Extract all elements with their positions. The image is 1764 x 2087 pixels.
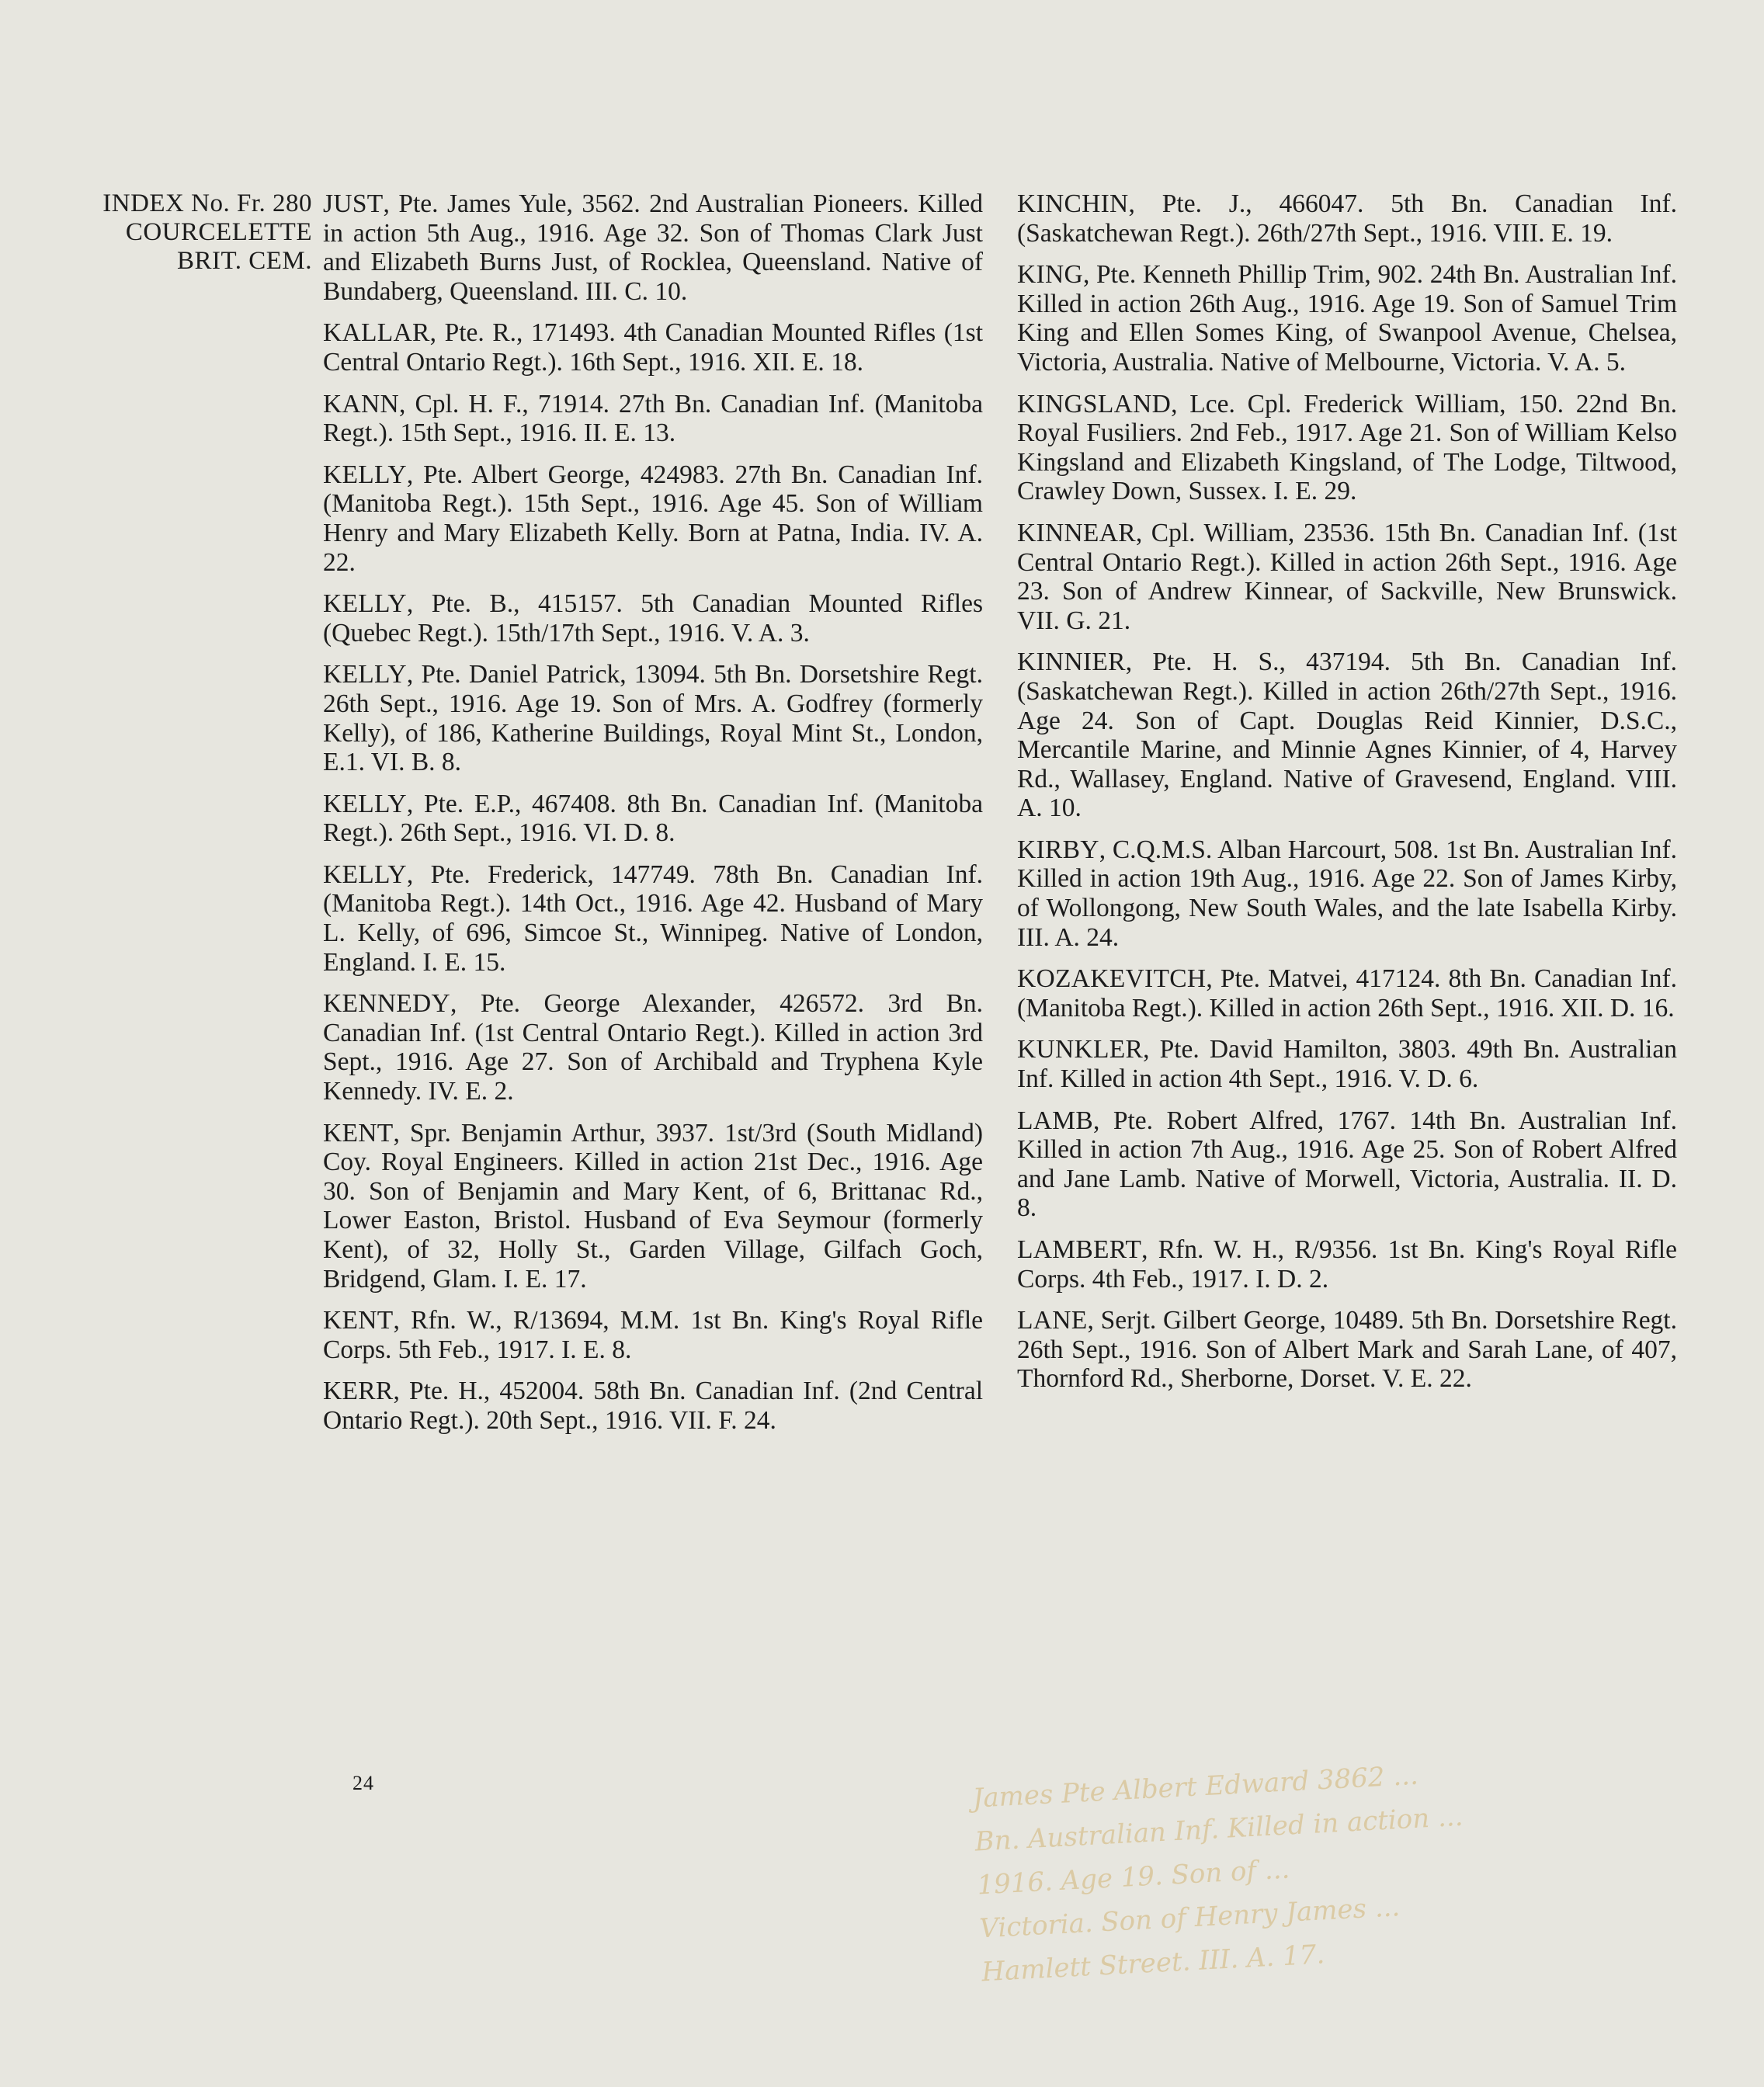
handwritten-line: Hamlett Street. III. A. 17.: [981, 1939, 1326, 1988]
casualty-details: , Cpl. H. F., 71914. 27th Bn. Canadian Inf. (Manitoba Regt.). 15th Sept., 1916. II. E. 13.: [323, 389, 983, 448]
casualty-details: , Pte. H. S., 437194. 5th Bn. Canadian Inf. (Saskatchewan Regt.). Killed in action 26th/27th Sept., 1916. Age 24. Son of Capt. Douglas Reid Kinnier, D.S.C., Mercantile Marine, and Minnie Agnes Kinnier, of 4, Harvey Rd., Wallasey, England. Native of Gravesend, England. VIII. A. 10.: [1017, 648, 1677, 823]
casualty-entry: [323, 1306, 983, 1364]
casualty-details: , Lce. Cpl. Frederick William, 150. 22nd Bn. Royal Fusiliers. 2nd Feb., 1917. Age 21. Son of William Kelso Kingsland and Elizabeth Kingsland, of The Lodge, Tiltwood, Crawley Down, Sussex. I. E. 29.: [1017, 389, 1677, 506]
casualty-details: , Spr. Benjamin Arthur, 3937. 1st/3rd (South Midland) Coy. Royal Engineers. Killed in action 21st Dec., 1916. Age 30. Son of Benjamin and Mary Kent, of 6, Brittanac Rd., Lower Easton, Bristol. Husband of Eva Seymour (formerly Kent), of 32, Holly St., Garden Village, Gilfach Goch, Bridgend, Glam. I. E. 17.: [323, 1118, 983, 1294]
casualty-surname: KINCHIN: [1017, 189, 1129, 218]
casualty-surname: KANN: [323, 389, 399, 418]
casualty-entry: [323, 790, 983, 848]
casualty-entry: [323, 460, 983, 577]
casualty-surname: KELLY: [323, 460, 407, 489]
casualty-details: , Pte. B., 415157. 5th Canadian Mounted Rifles (Quebec Regt.). 15th/17th Sept., 1916. V. A. 3.: [323, 589, 983, 648]
casualty-surname: KENT: [323, 1118, 394, 1148]
casualty-surname: KERR: [323, 1377, 394, 1406]
casualty-surname: KELLY: [323, 660, 407, 689]
casualty-details: , Rfn. W., R/13694, M.M. 1st Bn. King's Royal Rifle Corps. 5th Feb., 1917. I. E. 8.: [323, 1306, 983, 1364]
casualty-entry: [323, 318, 983, 377]
casualty-details: , Serjt. Gilbert George, 10489. 5th Bn. Dorsetshire Regt. 26th Sept., 1916. Son of Albert Mark and Sarah Lane, of 407, Thornford Rd., Sherborne, Dorset. V. E. 22.: [1017, 1306, 1677, 1394]
casualty-entry: [1017, 964, 1677, 1023]
casualty-surname: KINNIER: [1017, 648, 1126, 677]
casualty-details: , Pte. J., 466047. 5th Bn. Canadian Inf. (Saskatchewan Regt.). 26th/27th Sept., 1916. VIII. E. 19.: [1017, 189, 1677, 248]
casualty-surname: KINGSLAND: [1017, 389, 1172, 418]
casualty-entry: [1017, 1306, 1677, 1394]
casualty-details: , Cpl. William, 23536. 15th Bn. Canadian Inf. (1st Central Ontario Regt.). Killed in action 26th Sept., 1916. Age 23. Son of Andrew Kinnear, of Sackville, New Brunswick. VII. G. 21.: [1017, 518, 1677, 635]
casualty-details: , Pte. Daniel Patrick, 13094. 5th Bn. Dorsetshire Regt. 26th Sept., 1916. Age 19. Son of Mrs. A. Godfrey (formerly Kelly), of 186, Katherine Buildings, Royal Mint St., London, E.1. VI. B. 8.: [323, 660, 983, 777]
casualty-surname: KIRBY: [1017, 835, 1099, 864]
casualty-surname: LANE: [1017, 1306, 1088, 1335]
casualty-surname: KOZAKEVITCH: [1017, 964, 1207, 994]
casualty-entry: [323, 589, 983, 648]
left-column: [323, 189, 983, 1448]
casualty-details: , Pte. James Yule, 3562. 2nd Australian Pioneers. Killed in action 5th Aug., 1916. Age 32. Son of Thomas Clark Just and Elizabeth Burns Just, of Rocklea, Queensland. Native of Bundaberg, Queensland. III. C. 10.: [323, 189, 983, 306]
handwritten-line: 1916. Age 19. Son of ...: [976, 1853, 1291, 1901]
casualty-entry: [1017, 260, 1677, 377]
handwritten-pencil-note: [971, 1741, 1680, 1995]
casualty-entry: [1017, 390, 1677, 506]
cemetery-name: COURCELETTE: [125, 218, 312, 246]
casualty-details: , Pte. H., 452004. 58th Bn. Canadian Inf. (2nd Central Ontario Regt.). 20th Sept., 1916. VII. F. 24.: [323, 1377, 983, 1435]
casualty-entry: [1017, 519, 1677, 635]
handwritten-line: Bn. Australian Inf. Killed in action ...: [974, 1801, 1464, 1858]
casualty-entry: [1017, 835, 1677, 952]
casualty-details: , Pte. David Hamilton, 3803. 49th Bn. Australian Inf. Killed in action 4th Sept., 1916. V. D. 6.: [1017, 1035, 1677, 1094]
casualty-surname: LAMBERT: [1017, 1235, 1142, 1264]
casualty-entry: [1017, 1035, 1677, 1093]
casualty-details: , Pte. Kenneth Phillip Trim, 902. 24th Bn. Australian Inf. Killed in action 26th Aug., 1916. Age 19. Son of Samuel Trim King and Ellen Somes King, of Swanpool Avenue, Chelsea, Victoria, Australia. Native of Melbourne, Victoria. V. A. 5.: [1017, 260, 1677, 377]
casualty-details: , Pte. Matvei, 417124. 8th Bn. Canadian Inf. (Manitoba Regt.). Killed in action 26th Sept., 1916. XII. D. 16.: [1017, 964, 1677, 1023]
handwritten-line: James Pte Albert Edward 3862 ...: [971, 1759, 1419, 1814]
casualty-details: , Pte. Albert George, 424983. 27th Bn. Canadian Inf. (Manitoba Regt.). 15th Sept., 1916. Age 45. Son of William Henry and Mary Elizabeth Kelly. Born at Patna, India. IV. A. 22.: [323, 460, 983, 577]
cemetery-index-label: [34, 189, 312, 276]
casualty-entry: [323, 860, 983, 977]
casualty-surname: KING: [1017, 260, 1083, 290]
casualty-surname: KELLY: [323, 589, 407, 619]
casualty-surname: KUNKLER: [1017, 1035, 1144, 1064]
handwritten-line: Victoria. Son of Henry James ...: [978, 1891, 1401, 1945]
casualty-surname: LAMB: [1017, 1106, 1093, 1135]
casualty-entry: [1017, 648, 1677, 823]
casualty-surname: KELLY: [323, 859, 407, 889]
casualty-entry: [323, 989, 983, 1106]
casualty-surname: JUST: [323, 189, 384, 218]
index-number: INDEX No. Fr. 280: [102, 189, 312, 217]
casualty-entry: [323, 1377, 983, 1435]
casualty-details: , Rfn. W. H., R/9356. 1st Bn. King's Royal Rifle Corps. 4th Feb., 1917. I. D. 2.: [1017, 1235, 1677, 1294]
casualty-entry: [1017, 1106, 1677, 1223]
casualty-entry: [323, 660, 983, 776]
casualty-details: , Pte. R., 171493. 4th Canadian Mounted Rifles (1st Central Ontario Regt.). 16th Sept., 1916. XII. E. 18.: [323, 318, 983, 377]
casualty-entry: [1017, 189, 1677, 248]
cemetery-type: BRIT. CEM.: [177, 247, 312, 275]
casualty-surname: KENNEDY: [323, 989, 450, 1019]
casualty-entry: [323, 390, 983, 448]
casualty-details: , Pte. Robert Alfred, 1767. 14th Bn. Australian Inf. Killed in action 7th Aug., 1916. Age 25. Son of Robert Alfred and Jane Lamb. Native of Morwell, Victoria, Australia. II. D. 8.: [1017, 1106, 1677, 1223]
casualty-details: , Pte. E.P., 467408. 8th Bn. Canadian Inf. (Manitoba Regt.). 26th Sept., 1916. VI. D. 8.: [323, 789, 983, 848]
casualty-entry: [1017, 1235, 1677, 1294]
casualty-surname: KALLAR: [323, 318, 430, 348]
casualty-surname: KENT: [323, 1306, 394, 1335]
casualty-details: , C.Q.M.S. Alban Harcourt, 508. 1st Bn. Australian Inf. Killed in action 19th Aug., 1916. Age 22. Son of James Kirby, of Wollongong, New South Wales, and the late Isabella Kirby. III. A. 24.: [1017, 835, 1677, 952]
casualty-surname: KINNEAR: [1017, 518, 1136, 547]
casualty-surname: KELLY: [323, 789, 407, 818]
casualty-details: , Pte. George Alexander, 426572. 3rd Bn. Canadian Inf. (1st Central Ontario Regt.). Killed in action 3rd Sept., 1916. Age 27. Son of Archibald and Tryphena Kyle Kennedy. IV. E. 2.: [323, 989, 983, 1106]
casualty-entry: [323, 1119, 983, 1294]
right-column: [1017, 189, 1677, 1406]
casualty-entry: [323, 189, 983, 306]
page-number: 24: [352, 1772, 374, 1794]
casualty-details: , Pte. Frederick, 147749. 78th Bn. Canadian Inf. (Manitoba Regt.). 14th Oct., 1916. Age 42. Husband of Mary L. Kelly, of 696, Simcoe St., Winnipeg. Native of London, England. I. E. 15.: [323, 859, 983, 977]
